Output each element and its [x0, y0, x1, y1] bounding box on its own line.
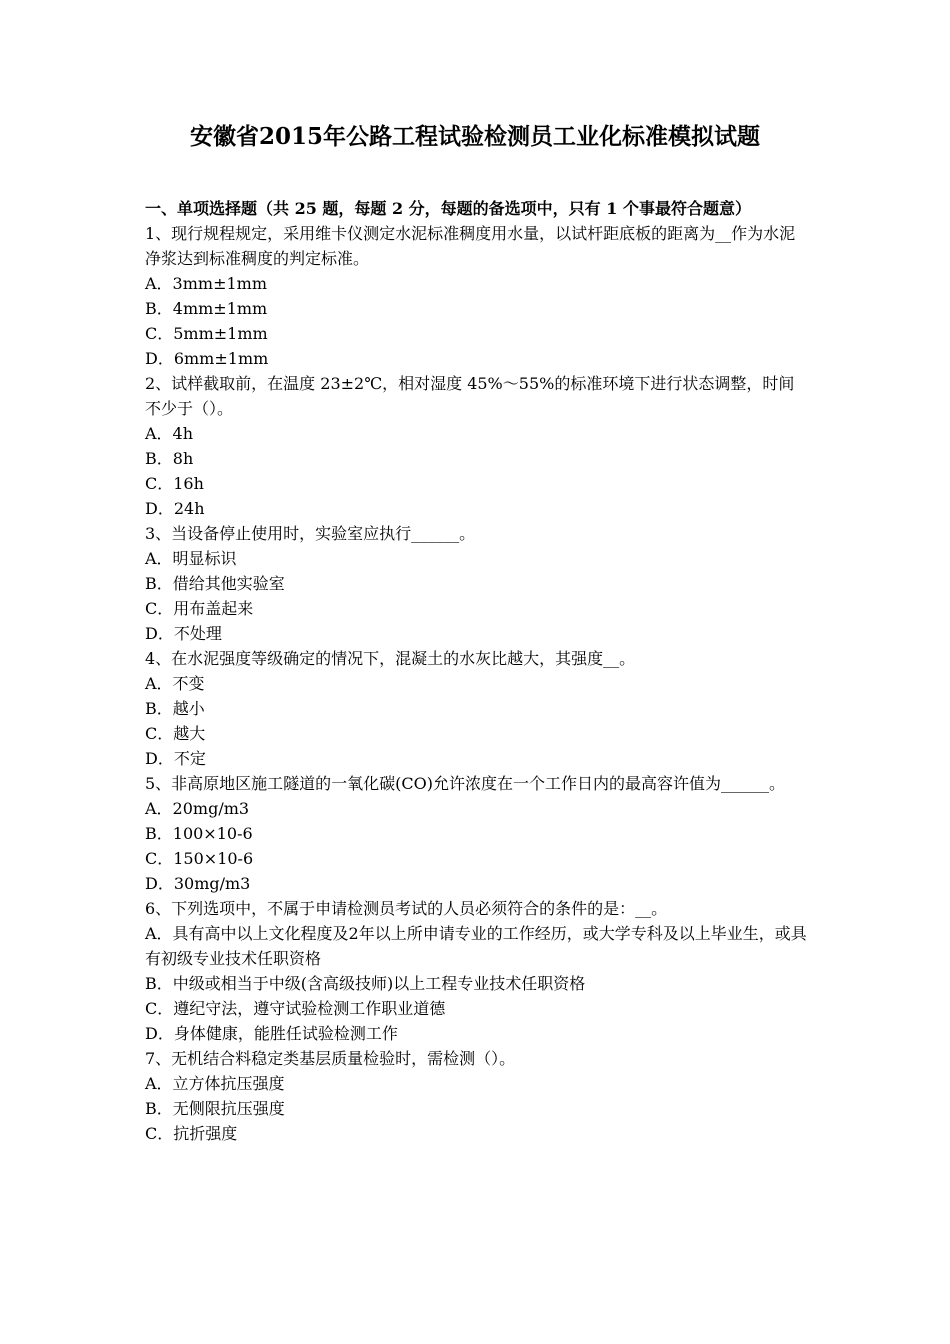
option-a: A．立方体抗压强度 [145, 1074, 285, 1093]
question-stem: 4、在水泥强度等级确定的情况下，混凝土的水灰比越大，其强度__。 [145, 649, 636, 668]
option-b: B．借给其他实验室 [145, 574, 285, 593]
option-c: C．抗折强度 [145, 1124, 238, 1143]
question-2 [145, 371, 810, 521]
option-a: A．20mg/m3 [145, 799, 250, 818]
option-c: C．越大 [145, 724, 206, 743]
option-c: C．遵纪守法，遵守试验检测工作职业道德 [145, 999, 446, 1018]
option-b: B．无侧限抗压强度 [145, 1099, 285, 1118]
option-b: B．100×10-6 [145, 824, 253, 843]
option-c: C．16h [145, 474, 204, 493]
question-7 [145, 1046, 810, 1146]
section-heading: 一、单项选择题（共 25 题，每题 2 分，每题的备选项中，只有 1 个事最符合题意） [145, 199, 751, 218]
option-b: B．4mm±1mm [145, 299, 268, 318]
question-stem: 1、现行规程规定，采用维卡仪测定水泥标准稠度用水量，以试杆距底板的距离为__作为水泥净浆达到标准稠度的判定标准。 [145, 224, 796, 268]
option-c: C．5mm±1mm [145, 324, 268, 343]
question-stem: 7、无机结合料稳定类基层质量检验时，需检测（）。 [145, 1049, 516, 1068]
option-d: D．24h [145, 499, 205, 518]
document-title: 安徽省2015年公路工程试验检测员工业化标准模拟试题 [189, 123, 760, 150]
option-d: D．30mg/m3 [145, 874, 251, 893]
option-c: C．150×10-6 [145, 849, 254, 868]
option-d: D．6mm±1mm [145, 349, 269, 368]
question-4 [145, 646, 810, 771]
option-b: B．8h [145, 449, 194, 468]
question-stem: 3、当设备停止使用时，实验室应执行______。 [145, 524, 476, 543]
question-3 [145, 521, 810, 646]
option-a: A．3mm±1mm [145, 274, 268, 293]
question-stem: 6、下列选项中，不属于申请检测员考试的人员必须符合的条件的是：__。 [145, 899, 668, 918]
option-a: A．明显标识 [145, 549, 237, 568]
option-a: A．具有高中以上文化程度及2年以上所申请专业的工作经历，或大学专科及以上毕业生，或具有初级专业技术任职资格 [145, 924, 807, 968]
option-b: B．中级或相当于中级(含高级技师)以上工程专业技术任职资格 [145, 974, 586, 993]
option-a: A．不变 [145, 674, 205, 693]
option-a: A．4h [145, 424, 194, 443]
option-d: D．不处理 [145, 624, 222, 643]
question-6 [145, 896, 810, 1046]
document-content [145, 196, 810, 1146]
question-1 [145, 221, 810, 371]
option-d: D．不定 [145, 749, 206, 768]
question-stem: 5、非高原地区施工隧道的一氧化碳(CO)允许浓度在一个工作日内的最高容许值为______。 [145, 774, 786, 793]
option-d: D．身体健康，能胜任试验检测工作 [145, 1024, 398, 1043]
question-5 [145, 771, 810, 896]
option-c: C．用布盖起来 [145, 599, 254, 618]
question-stem: 2、试样截取前，在温度 23±2℃，相对湿度 45%～55%的标准环境下进行状态调整，时间不少于（）。 [145, 374, 795, 418]
option-b: B．越小 [145, 699, 205, 718]
